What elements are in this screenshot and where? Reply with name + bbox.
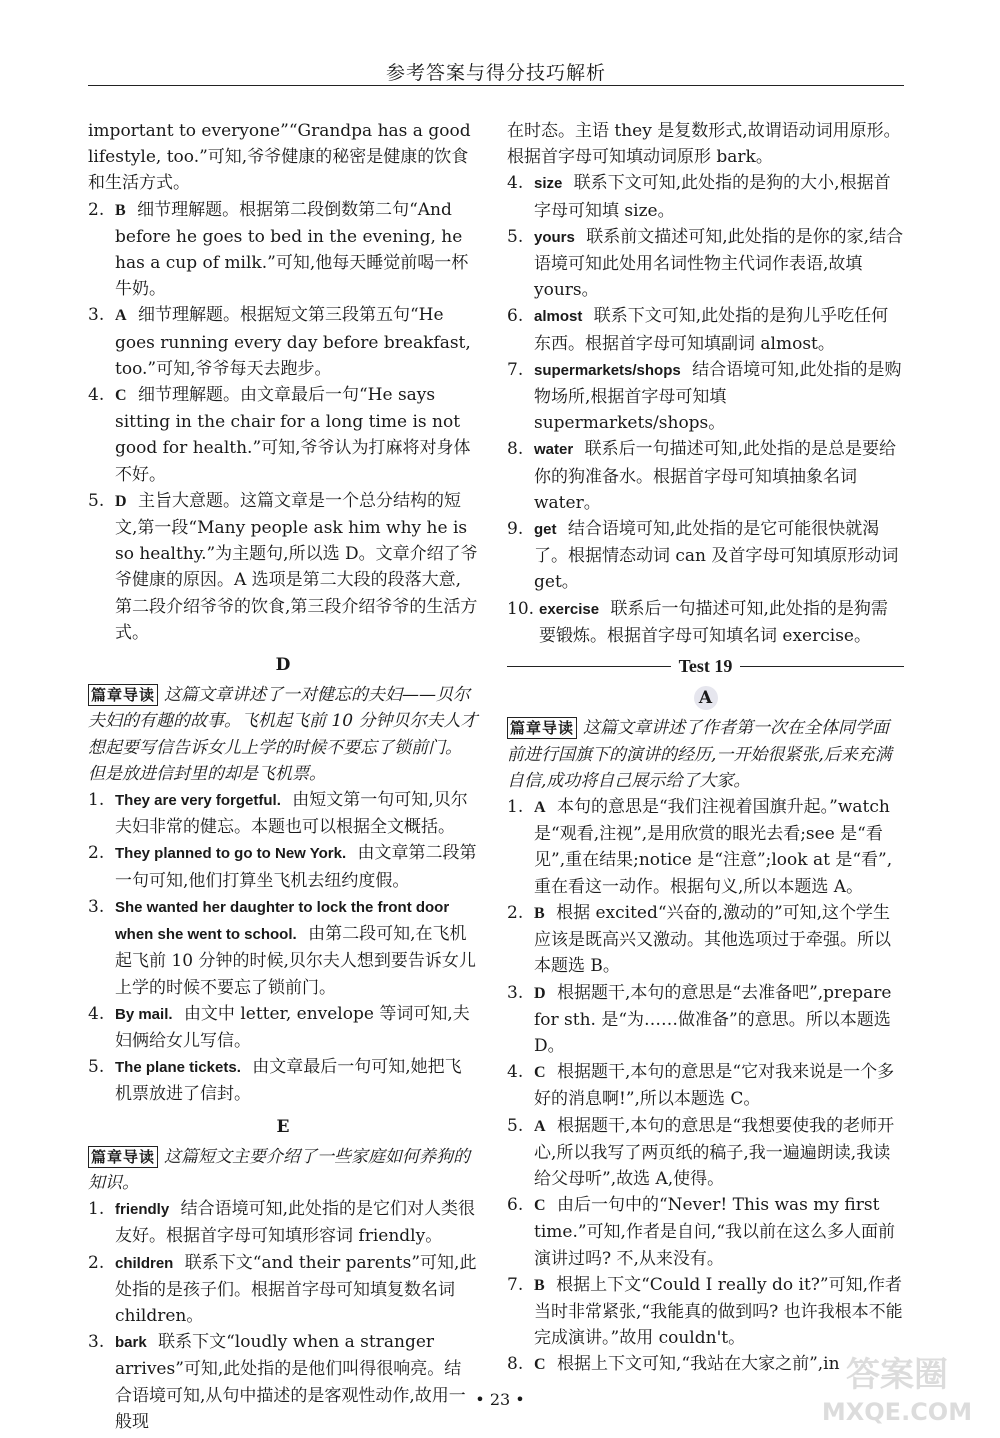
item-answer: A <box>534 1117 546 1135</box>
reading-guide-e <box>88 1144 478 1196</box>
item-number: 1. <box>507 797 524 818</box>
item-number: 6. <box>507 1195 524 1216</box>
item-answer: C <box>534 1064 546 1082</box>
item-explanation: 联系后一句描述可知,此处指的是狗需要锻炼。根据首字母可知填名词 exercise。 <box>539 598 888 646</box>
answer-item <box>88 1329 478 1435</box>
item-answer: C <box>534 1197 546 1215</box>
item-number: 6. <box>507 306 524 327</box>
reading-guide-text: 这篇文章讲述了一对健忘的夫妇——贝尔夫妇的有趣的故事。飞机起飞前 10 分钟贝尔夫人才想起要写信告诉女儿上学的时候不要忘了锁前门。但是放进信封里的却是飞机票。 <box>88 685 478 784</box>
answer-item <box>88 302 478 382</box>
answer-item <box>88 488 478 646</box>
answer-item <box>88 840 478 893</box>
reading-guide-a <box>507 715 904 794</box>
item-answer: A <box>534 799 546 817</box>
answer-item <box>507 1192 904 1272</box>
item-number: 1. <box>88 1199 105 1220</box>
item-explanation: 联系后一句描述可知,此处指的是总是要给你的狗准备水。根据首字母可知填抽象名词 water。 <box>534 439 896 513</box>
item-explanation: 细节理解题。根据短文第三段第五句“He goes running every day before breakfast, too.”可知,爷爷每天去跑步。 <box>115 305 471 379</box>
item-explanation: 细节理解题。由文章最后一句“He says sitting in the chair for a long time is not good for health.”可知,爷爷认为打麻将对身体不好。 <box>115 385 471 485</box>
section-letter-a <box>507 685 904 711</box>
answer-item <box>507 357 904 437</box>
section-e-items-continued <box>507 170 904 649</box>
item-number: 8. <box>507 1354 524 1375</box>
reading-guide-text: 这篇短文主要介绍了一些家庭如何养狗的知识。 <box>88 1146 471 1193</box>
item-number: 2. <box>507 902 524 923</box>
answer-item <box>507 794 904 900</box>
item-answer: C <box>115 387 127 405</box>
reading-guide-badge: 篇章导读 <box>88 1146 158 1168</box>
answer-item <box>507 980 904 1060</box>
section-d-items <box>88 787 478 1107</box>
answer-item <box>507 596 904 649</box>
test-heading <box>507 653 904 679</box>
item-number: 5. <box>88 1057 105 1078</box>
item-explanation: 联系前文描述可知,此处指的是你的家,结合语境可知此处用名词性物主代词作表语,故填 yours。 <box>534 226 904 301</box>
item-explanation: 根据 excited“兴奋的,激动的”可知,这个学生应该是既高兴又激动。其他选项过于牵强。所以本题选 B。 <box>534 902 891 977</box>
item-number: 2. <box>88 843 105 864</box>
reading-guide-d <box>88 682 478 787</box>
answer-item <box>507 1113 904 1193</box>
answer-item <box>88 1250 478 1330</box>
item-explanation: 联系下文“and their parents”可知,此处指的是孩子们。根据首字母可知填复数名词 children。 <box>115 1252 477 1326</box>
item-answer: yours <box>534 228 575 246</box>
item-answer: B <box>534 1276 545 1294</box>
item-explanation: 联系下文“loudly when a stranger arrives”可知,此处指的是他们叫得很响亮。结合语境可知,从句中描述的是客观性动作,故用一般现 <box>115 1332 466 1432</box>
item-number: 7. <box>507 359 524 380</box>
answer-item <box>507 1272 904 1352</box>
item-number: 3. <box>88 896 105 917</box>
item-answer: almost <box>534 308 583 326</box>
answer-item <box>88 894 478 1001</box>
item-answer: B <box>534 904 545 922</box>
item-explanation: 由文章第二段第一句可知,他们打算坐飞机去纽约度假。 <box>115 843 477 891</box>
item-answer: C <box>534 1356 546 1374</box>
item-answer: friendly <box>115 1201 170 1219</box>
item-answer: get <box>534 521 557 539</box>
section-letter-e: E <box>276 1116 290 1137</box>
item-explanation: 由文中 letter, envelope 等词可知,夫妇俩给女儿写信。 <box>115 1003 470 1051</box>
reading-guide-text: 这篇文章讲述了作者第一次在全体同学面前进行国旗下的演讲的经历,一开始很紧张,后来充满自信,成功将自己展示给了大家。 <box>507 718 892 791</box>
item-answer: bark <box>115 1334 147 1352</box>
answer-item <box>507 303 904 356</box>
item-answer: supermarkets/shops <box>534 361 681 379</box>
item-number: 7. <box>507 1274 524 1295</box>
page-number: • 23 • <box>475 1390 525 1409</box>
item-answer: D <box>115 492 127 510</box>
item-number: 4. <box>507 173 524 194</box>
answer-item <box>88 1054 478 1107</box>
item-explanation: 由后一句中的“Never! This was my first time.”可知,作者是自问,“我以前在这么多人面前演讲过吗? 不,从来没有。 <box>534 1195 896 1269</box>
item-explanation: 由第二段可知,在飞机起飞前 10 分钟的时候,贝尔夫人想到要告诉女儿上学的时候不要忘了锁前门。 <box>115 924 476 998</box>
item-answer: They planned to go to New York. <box>115 845 347 863</box>
section-c-items <box>88 197 478 646</box>
right-column <box>507 118 904 1379</box>
answer-item <box>507 170 904 223</box>
item-number: 9. <box>507 519 524 540</box>
answer-item <box>507 900 904 980</box>
item-number: 1. <box>88 790 105 811</box>
item-number: 8. <box>507 439 524 460</box>
item-explanation: 本句的意思是“我们注视着国旗升起。”watch 是“观看,注视”,是用欣赏的眼光去看;see 是“看见”,重在结果;notice 是“注意”;look at 是“看”,重在看这一动作。根据句义,所以本题选 A。 <box>534 797 893 897</box>
item-number: 2. <box>88 1252 105 1273</box>
item-number: 3. <box>88 1332 105 1353</box>
item-answer: B <box>115 201 126 219</box>
item-explanation: 结合语境可知,此处指的是购物场所,根据首字母可知填 supermarkets/shops。 <box>534 359 902 434</box>
answer-item <box>88 197 478 303</box>
answer-item <box>507 436 904 516</box>
item-answer: They are very forgetful. <box>115 792 281 810</box>
item-explanation: 结合语境可知,此处指的是它可能很快就渴了。根据情态动词 can 及首字母可知填原形动词 get。 <box>534 519 899 593</box>
left-column <box>88 118 478 1435</box>
item-explanation: 主旨大意题。这篇文章是一个总分结构的短文,第一段“Many people ask him why he is so healthy.”为主题句,所以选 D。文章介绍了爷爷健康的原因。A 选项是第二大段的段落大意,第二段介绍爷爷的饮食,第三段介绍爷爷的生活方式。 <box>115 490 478 643</box>
item-answer: water <box>534 441 574 459</box>
item-explanation: 由短文第一句可知,贝尔夫妇非常的健忘。本题也可以根据全文概括。 <box>115 790 468 838</box>
item-answer: size <box>534 175 563 193</box>
header-divider <box>88 85 904 86</box>
item-explanation: 联系下文可知,此处指的是狗儿乎吃任何东西。根据首字母可知填副词 almost。 <box>534 306 889 354</box>
item-explanation: 根据上下文可知,“我站在大家之前”,in <box>556 1354 840 1375</box>
test-heading-rule-left <box>507 666 671 667</box>
continued-paragraph: important to everyone”“Grandpa has a good lifestyle, too.”可知,爷爷健康的秘密是健康的饮食和生活方式。 <box>88 121 471 194</box>
item-answer: By mail. <box>115 1005 173 1023</box>
continued-paragraph: 在时态。主语 they 是复数形式,故谓语动词用原形。根据首字母可知填动词原形 bark。 <box>507 121 901 168</box>
item-answer: D <box>534 984 546 1002</box>
item-number: 3. <box>507 982 524 1003</box>
answer-item <box>88 1001 478 1054</box>
reading-guide-badge: 篇章导读 <box>507 717 577 739</box>
answer-item <box>88 1196 478 1249</box>
item-answer: A <box>115 307 127 325</box>
answer-item <box>507 516 904 596</box>
item-explanation: 细节理解题。根据第二段倒数第二句“And before he goes to bed in the evening, he has a cup of milk.”可知,他每天睡觉前喝一杯牛奶。 <box>115 199 469 300</box>
item-number: 4. <box>507 1062 524 1083</box>
answer-item <box>88 787 478 840</box>
item-explanation: 根据题干,本句的意思是“去准备吧”,prepare for sth. 是“为……做准备”的意思。所以本题选 D。 <box>534 982 892 1056</box>
section-letter-d: D <box>275 655 291 676</box>
section-a-items <box>507 794 904 1378</box>
item-number: 10. <box>507 598 535 619</box>
item-answer: The plane tickets. <box>115 1059 241 1077</box>
answer-item <box>88 382 478 488</box>
item-explanation: 结合语境可知,此处指的是它们对人类很友好。根据首字母可知填形容词 friendly。 <box>115 1199 475 1247</box>
item-number: 4. <box>88 385 105 406</box>
test-title: Test 19 <box>678 656 733 677</box>
test-heading-rule-right <box>740 666 904 667</box>
item-explanation: 联系下文可知,此处指的是狗的大小,根据首字母可知填 size。 <box>534 173 891 221</box>
watermark-line2: MXQE.COM <box>821 1398 973 1426</box>
item-number: 2. <box>88 199 105 220</box>
item-answer: exercise <box>539 600 600 618</box>
page-header-title: 参考答案与得分技巧解析 <box>385 62 606 84</box>
answer-item <box>507 224 904 304</box>
item-number: 5. <box>507 1115 524 1136</box>
item-explanation: 根据上下文“Could I really do it?”可知,作者当时非常紧张,“我能真的做到吗? 也许我根本不能完成演讲。”故用 couldn't。 <box>534 1274 903 1349</box>
section-letter-a-text: A <box>694 686 718 710</box>
item-answer: She wanted her daughter to lock the front door when she went to school. <box>115 898 450 944</box>
item-explanation: 由文章最后一句可知,她把飞机票放进了信封。 <box>115 1057 462 1105</box>
item-explanation: 根据题干,本句的意思是“我想要使我的老师开心,所以我写了两页纸的稿子,我一遍遍朗读,我读给父母听”,故选 A,使得。 <box>534 1115 895 1189</box>
item-explanation: 根据题干,本句的意思是“它对我来说是一个多好的消息啊!”,所以本题选 C。 <box>534 1062 895 1110</box>
answer-item <box>507 1059 904 1112</box>
item-number: 5. <box>88 490 105 511</box>
item-number: 5. <box>507 226 524 247</box>
item-number: 4. <box>88 1003 105 1024</box>
watermark-line1: 答案圈 <box>846 1355 948 1395</box>
watermark-logo <box>812 1348 982 1428</box>
item-number: 3. <box>88 305 105 326</box>
item-answer: children <box>115 1254 174 1272</box>
reading-guide-badge: 篇章导读 <box>88 684 158 706</box>
